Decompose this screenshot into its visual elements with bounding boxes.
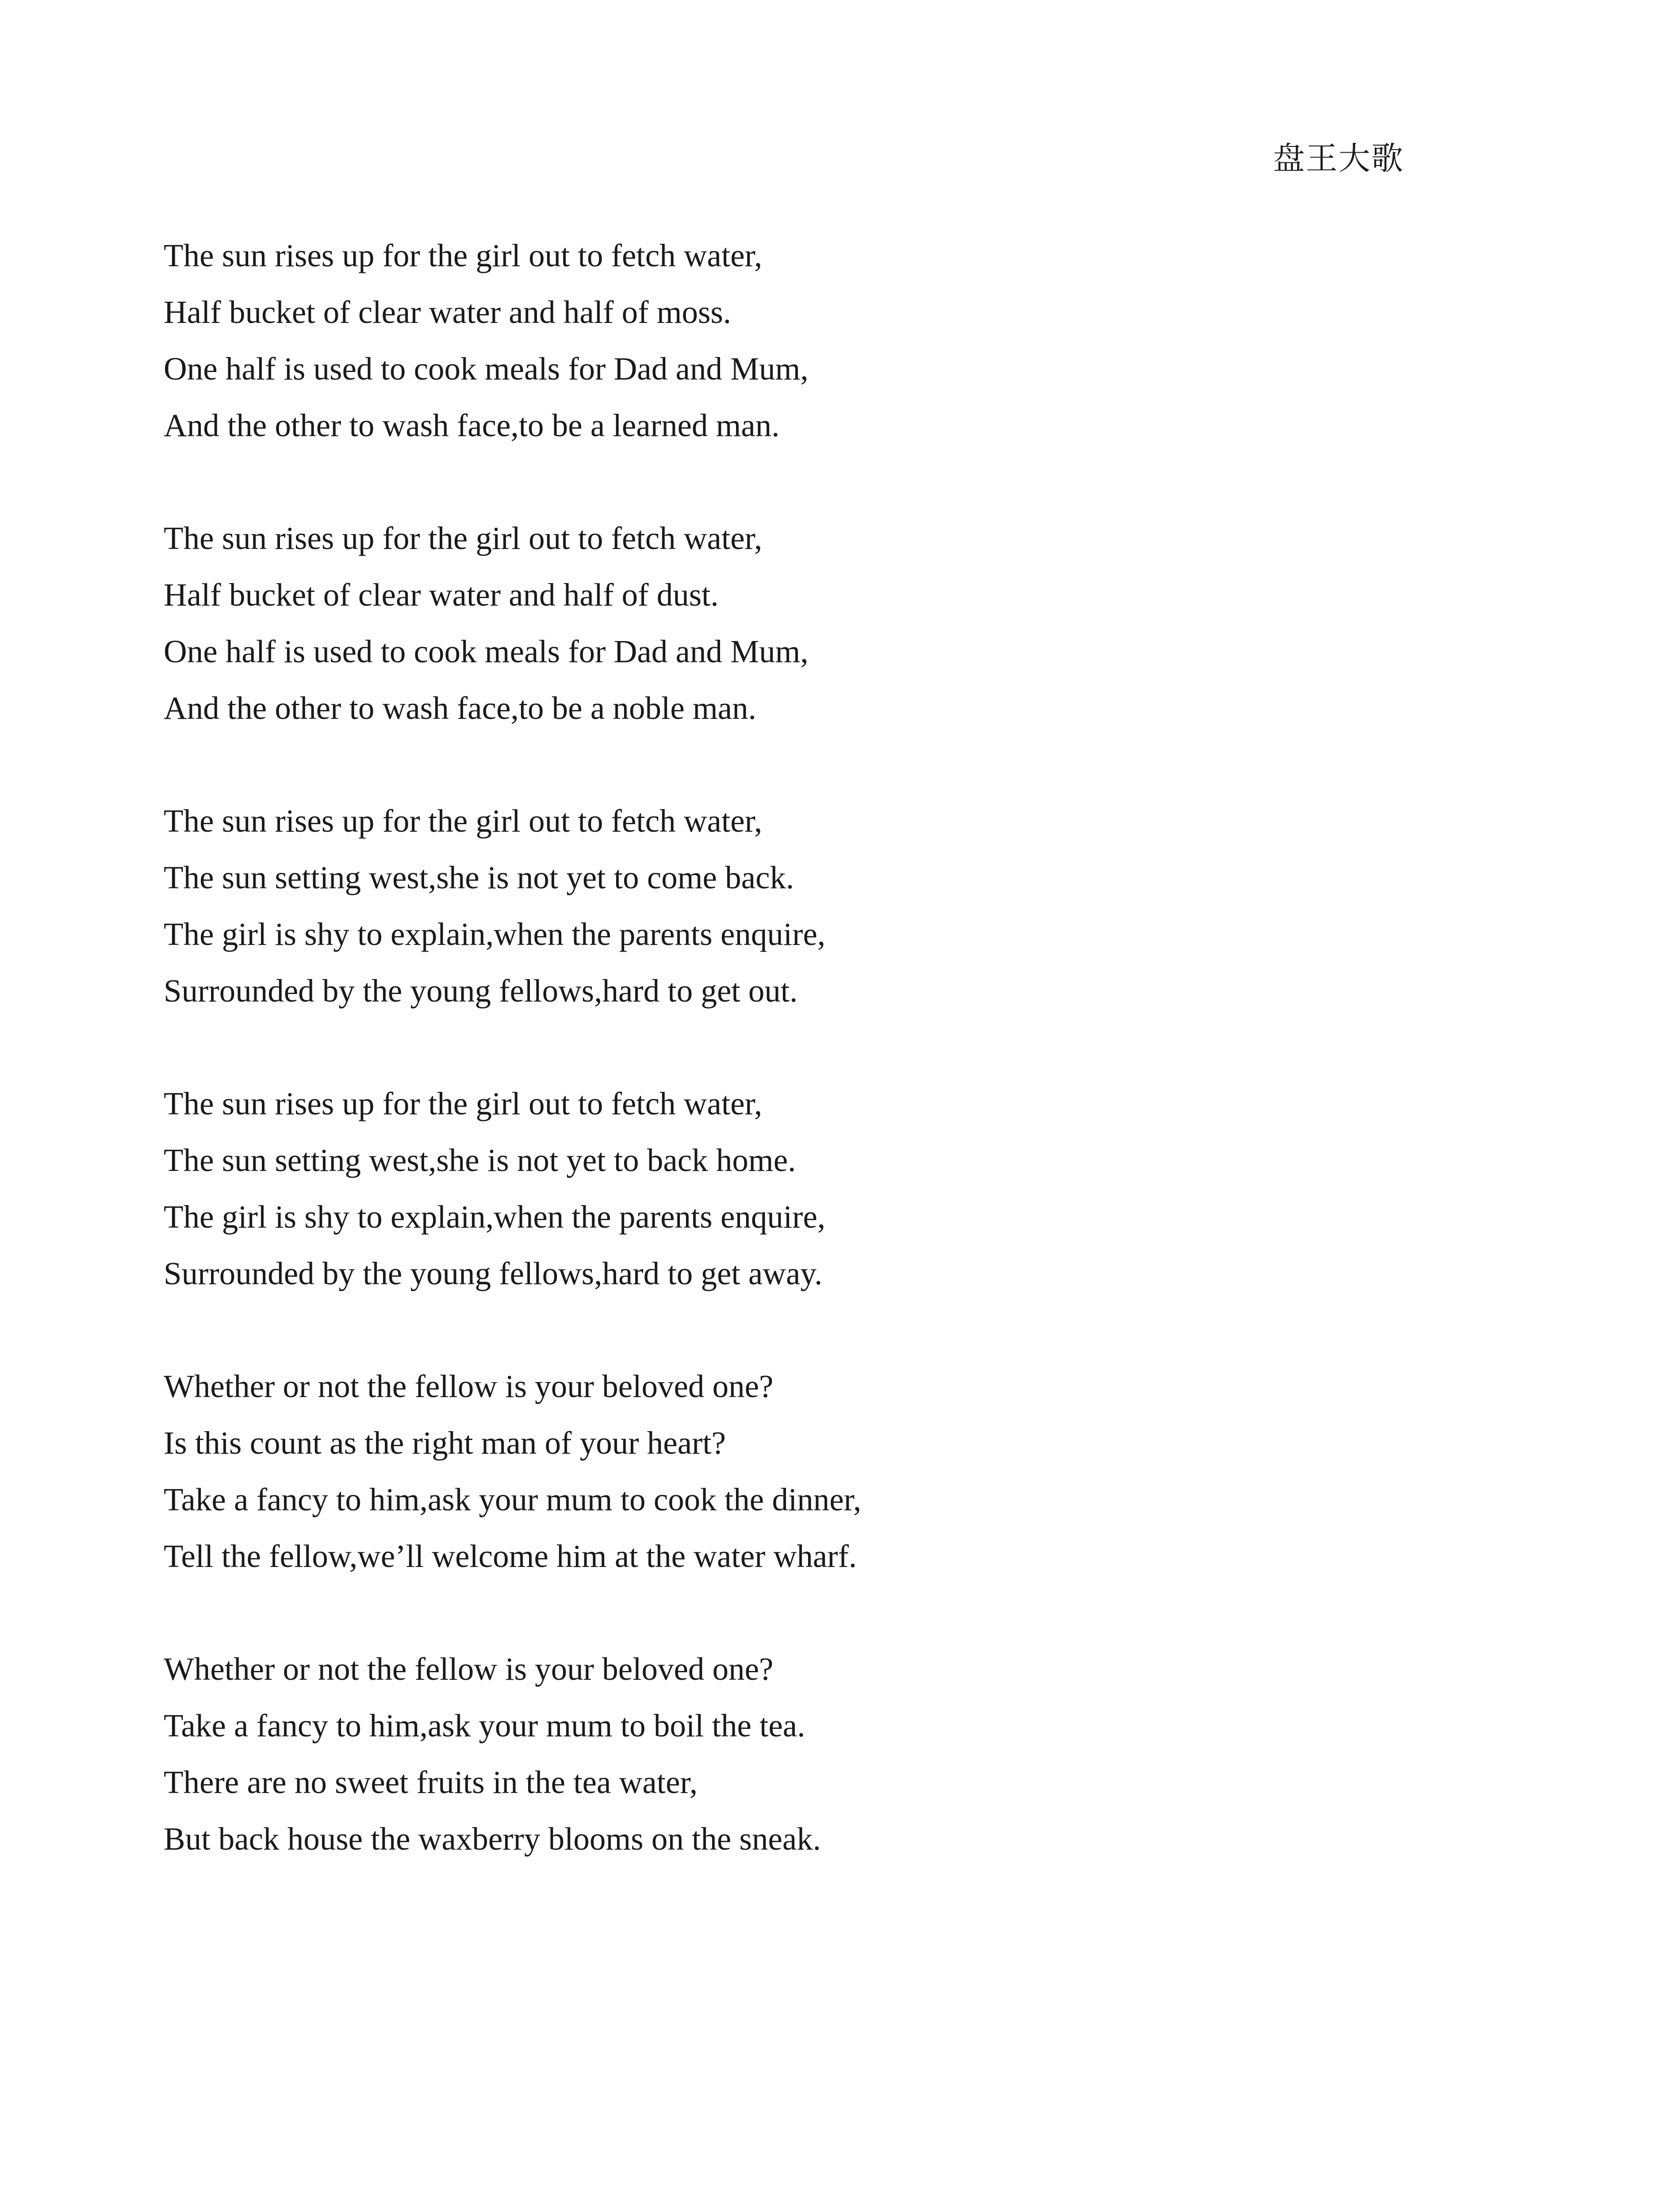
poem-line: Surrounded by the young fellows,hard to get away.: [164, 1256, 823, 1291]
poem-line: Surrounded by the young fellows,hard to get out.: [164, 973, 798, 1009]
poem-line: The sun rises up for the girl out to fetch water,: [164, 803, 763, 839]
poem-line: But back house the waxberry blooms on the sneak.: [164, 1821, 821, 1857]
poem-line: One half is used to cook meals for Dad and Mum,: [164, 351, 809, 387]
poem-line: Whether or not the fellow is your beloved one?: [164, 1368, 774, 1404]
poem-line: There are no sweet fruits in the tea water,: [164, 1764, 698, 1800]
stanza-2: [164, 510, 1491, 737]
poem-line: The sun rises up for the girl out to fetch water,: [164, 238, 763, 273]
poem-line: Is this count as the right man of your heart?: [164, 1425, 726, 1461]
poem-line: One half is used to cook meals for Dad and Mum,: [164, 634, 809, 669]
poem-line: Tell the fellow,we’ll welcome him at the water wharf.: [164, 1538, 857, 1574]
running-header-title: 盘王大歌: [1273, 140, 1404, 177]
poem-line: The sun rises up for the girl out to fetch water,: [164, 1086, 763, 1121]
poem-line: Take a fancy to him,ask your mum to cook the dinner,: [164, 1482, 862, 1517]
poem-line: And the other to wash face,to be a learned man.: [164, 407, 780, 443]
poem-line: The girl is shy to explain,when the parents enquire,: [164, 1199, 826, 1235]
stanza-4: [164, 1075, 1491, 1302]
poem-line: The girl is shy to explain,when the parents enquire,: [164, 916, 826, 952]
poem-line: Half bucket of clear water and half of dust.: [164, 577, 719, 613]
poem-line: The sun rises up for the girl out to fetch water,: [164, 520, 763, 556]
poem-line: The sun setting west,she is not yet to back home.: [164, 1142, 796, 1178]
stanza-5: [164, 1358, 1491, 1585]
poem-line: Take a fancy to him,ask your mum to boil the tea.: [164, 1708, 805, 1743]
stanza-3: [164, 793, 1491, 1019]
stanza-6: [164, 1641, 1491, 1867]
poem-line: And the other to wash face,to be a noble man.: [164, 690, 756, 726]
poem-body: [164, 227, 1491, 1924]
poem-line: Whether or not the fellow is your beloved one?: [164, 1651, 774, 1687]
stanza-1: [164, 227, 1491, 454]
poem-line: Half bucket of clear water and half of moss.: [164, 294, 732, 330]
poem-line: The sun setting west,she is not yet to come back.: [164, 860, 794, 895]
